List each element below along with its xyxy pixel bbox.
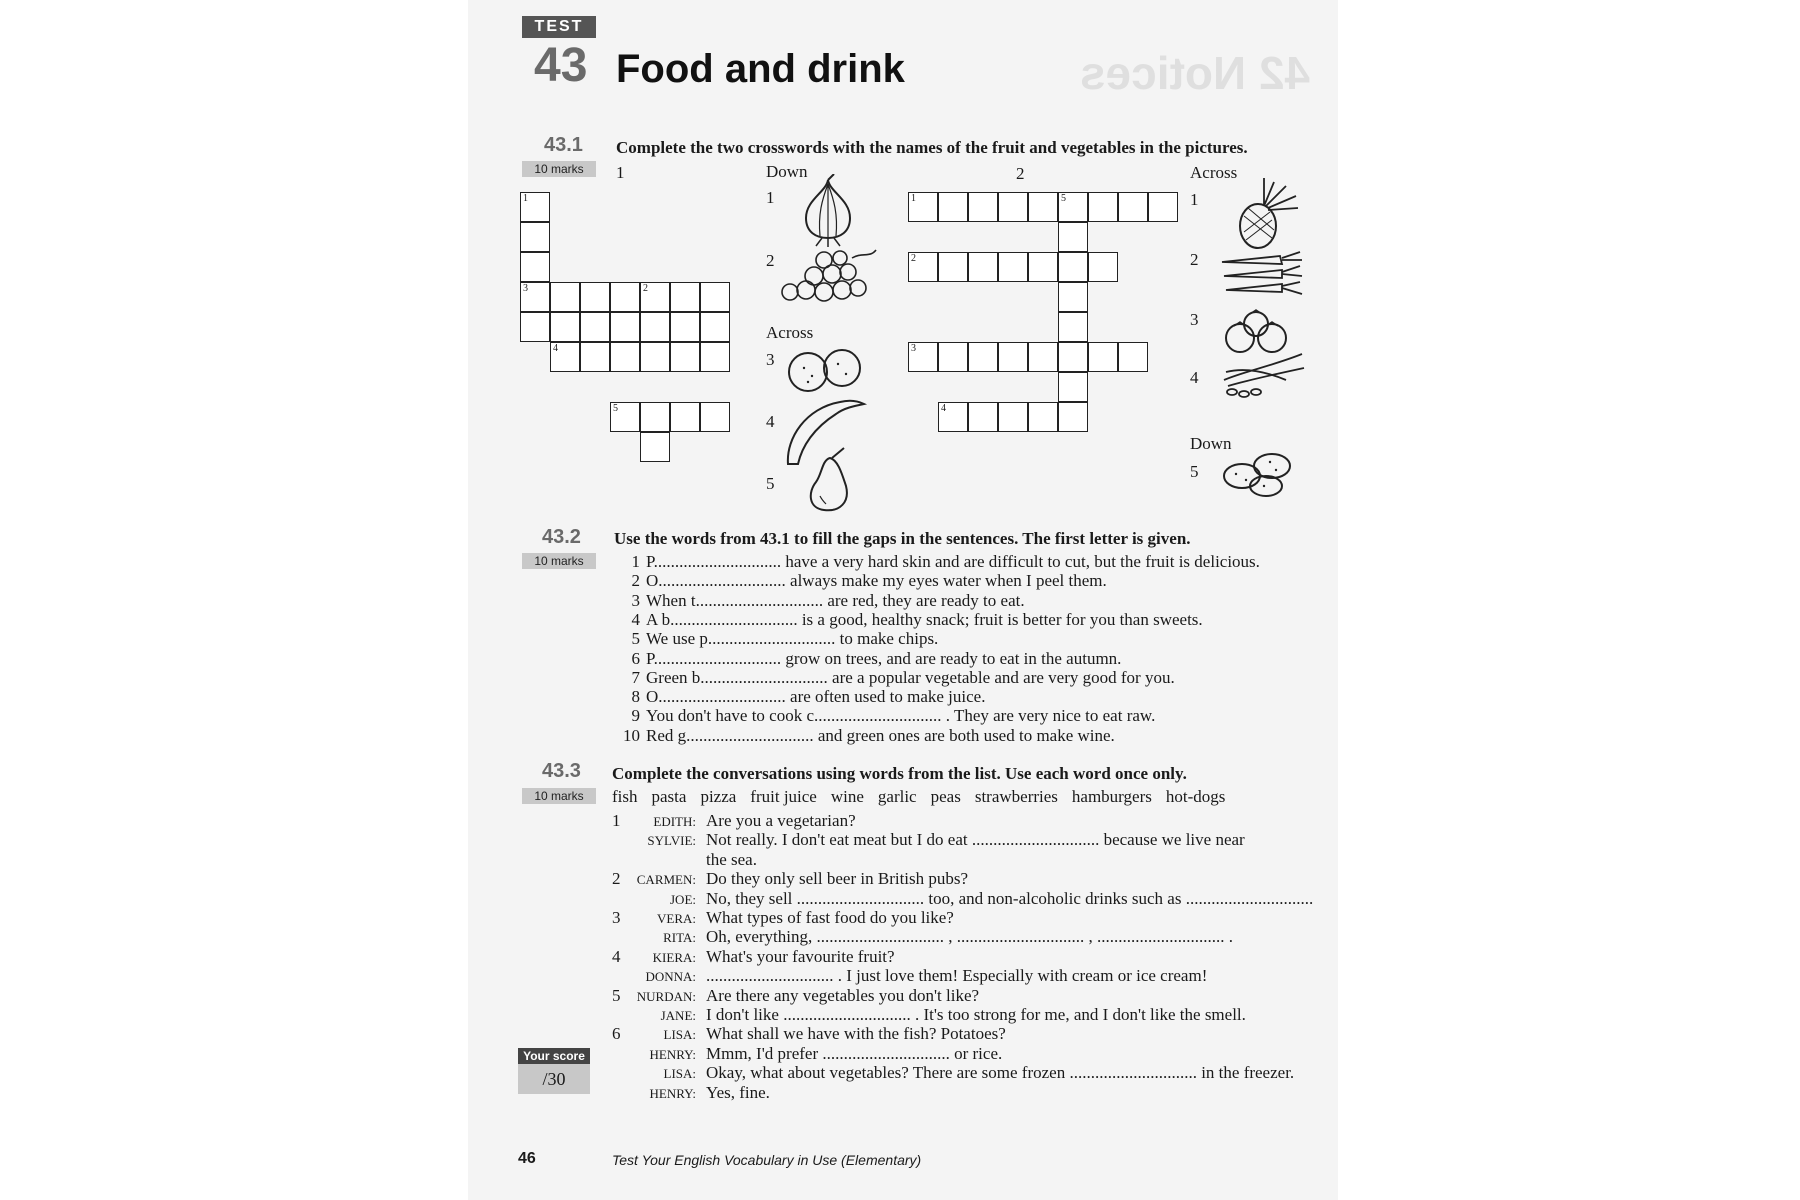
crossword-cell[interactable] [1058,372,1088,402]
conversation-number: 1 [612,811,621,830]
crossword-cell[interactable] [670,342,700,372]
section-43-1-marks: 10 marks [522,161,596,177]
crossword-cell[interactable] [700,312,730,342]
crossword-cell[interactable] [1058,312,1088,342]
sentence-text: When t.............................. are red, they are ready to eat. [646,590,1025,610]
conversation-speaker: HENRY: [649,1085,696,1101]
crossword-cell[interactable] [1088,252,1118,282]
grapes-icon [776,248,880,308]
crossword-cell[interactable] [640,312,670,342]
cw2-clue-number: 2 [1190,250,1199,269]
crossword-cell[interactable] [908,342,938,372]
sentence-number: 2 [631,571,640,591]
crossword-cell[interactable] [700,402,730,432]
crossword-cell[interactable] [1148,192,1178,222]
conversation-line[interactable]: Are there any vegetables you don't like? [706,985,980,1005]
cw1-clue-number: 4 [766,412,775,431]
section-43-3-marks: 10 marks [522,788,596,804]
conversation-speaker: EDITH: [653,814,696,829]
crossword-cell[interactable] [1118,342,1148,372]
crossword-cell[interactable] [938,192,968,222]
crossword-cell[interactable] [908,252,938,282]
sentence-number: 6 [631,648,640,668]
conversation-speaker: JANE: [660,1008,696,1023]
sentence-item[interactable] [610,706,1155,726]
sentence-text: A b.............................. is a good, healthy snack; fruit is better for you than sweets. [646,609,1203,629]
crossword-cell[interactable] [998,192,1028,222]
crossword-cell[interactable] [1118,192,1148,222]
crossword-cell[interactable] [998,342,1028,372]
crossword-cell[interactable] [968,342,998,372]
crossword-cell[interactable] [580,282,610,312]
crossword-cell[interactable] [520,312,550,342]
crossword-cell[interactable] [968,252,998,282]
conversation-line[interactable]: What types of fast food do you like? [706,908,954,927]
section-43-1-number: 43.1 [544,134,583,156]
crossword-cell[interactable] [1028,342,1058,372]
pineapple-icon [1234,176,1302,250]
conversation-line[interactable]: Are you a vegetarian? [706,811,856,830]
crossword-cell[interactable] [938,252,968,282]
onion-icon [796,174,860,248]
word-list-item: hamburgers [1071,787,1152,806]
crossword-1-across-heading: Across [766,323,814,342]
crossword-cell[interactable] [610,312,640,342]
word-list-item: wine [830,787,864,806]
crossword-cell[interactable] [670,402,700,432]
word-list-item: garlic [877,787,917,806]
word-list-item: pasta [651,787,687,806]
crossword-cell[interactable] [700,342,730,372]
pear-icon [800,446,862,514]
cw1-clue-number: 3 [766,350,775,369]
green-beans-icon [1222,350,1306,398]
word-list-item: fish [612,787,638,806]
conversation-speaker: VERA: [657,911,696,926]
conversation-line[interactable]: I don't like .............................. . It's too strong for me, and I don't like the smell. [706,1005,1246,1024]
potatoes-icon [1220,448,1296,500]
crossword-cell[interactable] [550,342,580,372]
sentence-item[interactable] [610,726,1115,746]
cw1-clue-number: 5 [766,474,775,493]
crossword-cell[interactable] [520,192,550,222]
conversation-line[interactable]: What's your favourite fruit? [706,946,895,966]
sentence-item[interactable] [610,687,985,707]
conversation-line[interactable]: Do they only sell beer in British pubs? [706,869,969,889]
sentence-number: 10 [623,725,640,745]
crossword-cell-number: 4 [553,343,558,354]
conversation-speaker: HENRY: [649,1046,696,1062]
crossword-cell-number: 3 [911,343,916,354]
sentence-text: Green b.............................. are a popular vegetable and are very good for you. [646,667,1175,687]
cw2-clue-number: 4 [1190,368,1199,387]
crossword-cell[interactable] [998,402,1028,432]
word-list [612,787,1239,807]
conversation-line[interactable]: Mmm, I'd prefer .............................. or rice. [706,1043,1003,1063]
sentence-number: 7 [631,667,640,687]
sentence-item[interactable] [610,571,1107,591]
sentence-text: We use p.............................. to make chips. [646,629,939,649]
cw2-clue-number: 5 [1190,462,1199,481]
crossword-2-label: 2 [1016,164,1025,183]
conversation-number: 2 [612,869,621,889]
crossword-cell[interactable] [550,312,580,342]
word-list-item: fruit juice [750,787,817,806]
cw2-clue-number: 3 [1190,310,1199,329]
sentence-number: 4 [631,609,640,629]
conversation-number: 3 [612,908,621,927]
cw2-clue-number: 1 [1190,190,1199,209]
sentence-item[interactable] [610,552,1260,572]
crossword-cell[interactable] [1058,402,1088,432]
crossword-cell[interactable] [610,342,640,372]
sentence-text: Red g.............................. and green ones are both used to make wine. [646,725,1115,745]
crossword-1-down-heading: Down [766,162,808,181]
oranges-icon [786,346,866,394]
conversation-line[interactable]: Not really. I don't eat meat but I do eat .............................. because we live near [706,830,1245,850]
crossword-cell[interactable] [1088,342,1118,372]
section-43-3-number: 43.3 [542,760,581,782]
conversation-speaker: NURDAN: [636,988,696,1004]
crossword-cell-number: 1 [911,193,916,204]
crossword-cell[interactable] [580,312,610,342]
crossword-2-down-heading: Down [1190,434,1232,453]
crossword-cell[interactable] [550,282,580,312]
crossword-cell-number: 1 [523,193,528,204]
conversation-line[interactable]: Yes, fine. [706,1082,770,1102]
crossword-cell[interactable] [670,282,700,312]
section-43-2-marks: 10 marks [522,553,596,569]
crossword-cell[interactable] [968,192,998,222]
sentence-number: 3 [631,590,640,610]
conversation-speaker: KIERA: [652,949,696,965]
crossword-cell-number: 3 [523,283,528,294]
crossword-cell[interactable] [700,282,730,312]
conversation-line[interactable]: Oh, everything, .............................. , .............................. , .............................. . [706,927,1233,947]
tomatoes-icon [1222,306,1294,356]
sentence-text: P.............................. have a very hard skin and are difficult to cut, but the fruit is delicious. [646,552,1260,571]
conversation-line[interactable]: What shall we have with the fish? Potatoes? [706,1024,1006,1044]
crossword-cell[interactable] [1058,222,1088,252]
crossword-cell[interactable] [1058,192,1088,222]
crossword-cell[interactable] [998,252,1028,282]
crossword-cell[interactable] [580,342,610,372]
page-number: 46 [518,1150,536,1167]
crossword-cell-number: 5 [613,403,618,414]
crossword-cell[interactable] [1058,282,1088,312]
sentence-item[interactable] [610,649,1121,669]
crossword-cell[interactable] [1028,402,1058,432]
show-through-text: 42 Notices [1080,47,1311,99]
crossword-cell[interactable] [640,432,670,462]
crossword-cell[interactable] [1058,252,1088,282]
carrots-icon [1220,250,1304,302]
conversation-line[interactable]: Okay, what about vegetables? There are some frozen .............................. in the freezer. [706,1063,1295,1083]
crossword-cell[interactable] [1028,252,1058,282]
conversation-number: 4 [612,946,621,966]
word-list-item: strawberries [974,787,1058,806]
crossword-cell[interactable] [520,222,550,252]
cw1-clue-number: 1 [766,188,775,207]
crossword-cell[interactable] [640,342,670,372]
cw1-clue-number: 2 [766,251,775,270]
conversation-number: 5 [612,985,621,1005]
sentence-number: 9 [631,706,640,726]
crossword-cell[interactable] [610,282,640,312]
crossword-cell-number: 2 [643,283,648,294]
your-score-label: Your score [518,1048,590,1064]
conversation-speaker: LISA: [663,1027,696,1043]
crossword-cell[interactable] [640,282,670,312]
crossword-cell-number: 5 [1061,193,1066,204]
sentence-text: P.............................. grow on trees, and are ready to eat in the autumn. [646,648,1122,668]
sentence-item[interactable] [610,629,938,649]
conversation-speaker: SYLVIE: [647,833,696,849]
test-badge: TEST [522,16,596,38]
page-title: Food and drink [616,47,905,91]
crossword-cell[interactable] [520,252,550,282]
conversation-line[interactable]: .............................. . I just love them! Especially with cream or ice cream! [706,966,1208,986]
section-43-2-instruction: Use the words from 43.1 to fill the gaps in the sentences. The first letter is given. [614,529,1191,548]
conversation-line[interactable]: the sea. [706,849,757,869]
section-43-2-number: 43.2 [542,526,581,548]
conversation-speaker: DONNA: [645,969,696,985]
sentence-text: O.............................. are often used to make juice. [646,687,986,707]
score-box[interactable]: /30 [518,1064,590,1094]
sentence-number: 5 [631,629,640,649]
crossword-cell[interactable] [520,282,550,312]
test-number: 43 [534,39,588,92]
conversation-number: 6 [612,1024,621,1044]
sentence-text: You don't have to cook c.............................. . They are very nice to eat raw. [646,706,1156,726]
conversation-speaker: JOE: [670,891,696,907]
crossword-cell[interactable] [968,402,998,432]
sentence-number: 8 [631,687,640,707]
sentence-item[interactable] [610,668,1175,688]
sentence-number: 1 [631,552,640,571]
sentence-item[interactable] [610,610,1203,630]
crossword-cell-number: 4 [941,403,946,414]
crossword-cell-number: 2 [911,253,916,264]
crossword-cell[interactable] [938,402,968,432]
section-43-3-instruction: Complete the conversations using words from the list. Use each word once only. [612,764,1187,783]
conversation-speaker: LISA: [663,1066,696,1082]
conversation-speaker: RITA: [663,930,696,946]
sentence-text: O.............................. always make my eyes water when I peel them. [646,571,1107,591]
section-43-1-instruction: Complete the two crosswords with the names of the fruit and vegetables in the pictures. [616,138,1248,157]
conversation-line[interactable]: No, they sell .............................. too, and non-alcoholic drinks such as .............................. [706,888,1314,908]
crossword-2-across-heading: Across [1190,163,1238,182]
sentence-item[interactable] [610,591,1025,611]
crossword-1-label: 1 [616,163,625,182]
crossword-cell[interactable] [610,402,640,432]
crossword-cell[interactable] [908,192,938,222]
crossword-cell[interactable] [1088,192,1118,222]
crossword-cell[interactable] [938,342,968,372]
crossword-cell[interactable] [1028,192,1058,222]
word-list-item: pizza [700,787,737,806]
word-list-item: peas [930,787,961,806]
crossword-cell[interactable] [1058,342,1088,372]
crossword-cell[interactable] [640,402,670,432]
word-list-item: hot-dogs [1165,787,1226,806]
crossword-cell[interactable] [670,312,700,342]
book-title-footer: Test Your English Vocabulary in Use (Elementary) [612,1152,922,1168]
conversation-speaker: CARMEN: [636,872,696,888]
